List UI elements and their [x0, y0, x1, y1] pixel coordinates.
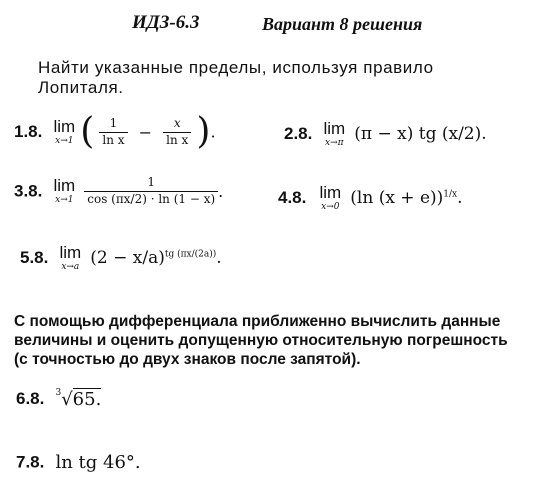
- expression-body: $(2 - x/a)^{tg (\pi x/(2a))}$.: [90, 248, 222, 268]
- problem-number: 4.8.: [278, 188, 307, 207]
- problem-number: 5.8.: [20, 248, 49, 267]
- problem-6: [16, 388, 101, 410]
- left-paren: (: [80, 111, 95, 152]
- expression-body: (ln (x + e))$^{1/x}$.: [350, 188, 463, 208]
- limit-operator: lim x→1: [53, 176, 76, 206]
- fraction: $\frac{1}{\cos (\pi x/2) \cdot \ln (1 - x)}$: [84, 176, 218, 207]
- fraction-1: $\frac{1}{\text{ln x}}$: [99, 117, 127, 148]
- problem-2: [284, 120, 487, 148]
- expression-body: (π − x) tg (x/2).: [354, 124, 487, 144]
- fraction-2: $\frac{x}{\text{ln x}}$: [163, 117, 191, 148]
- limit-operator: lim x→π: [323, 119, 346, 148]
- limit-operator: lim x→0: [319, 183, 342, 212]
- problem-number: 6.8.: [16, 389, 45, 408]
- problem-4: [278, 184, 463, 212]
- problem-3: 3.8. lim x→1 $\frac{1}{\cos (\pi x/2) \cdot \ln (1 - x)}$ .: [14, 175, 224, 206]
- limit-operator: lim x→a: [59, 243, 82, 272]
- task-paragraph: С помощью дифференциала приближенно вычислить данные величины и оценить допущенную относительную погрешность (с точностью до двух знаков после запятой).: [14, 313, 508, 368]
- problem-number: 1.8.: [14, 122, 43, 141]
- problem-number: 3.8.: [14, 181, 43, 201]
- problem-5: [20, 244, 222, 272]
- cube-root: $^3$√65.: [55, 388, 102, 410]
- limit-operator: lim x→1: [53, 117, 76, 146]
- problem-number: 2.8.: [284, 124, 313, 143]
- minus-sign: −: [138, 122, 153, 142]
- expression-body: ln tg 46°.: [55, 452, 141, 473]
- intro-text: Найти указанные пределы, используя правило Лопиталя.: [38, 58, 434, 97]
- doc-title: ИДЗ-6.3: [132, 12, 200, 33]
- problem-1: 1.8. lim x→1 ( $\frac{1}{\text{ln x}}$ − $\frac{x}{\text{ln x}}$ ).: [14, 111, 216, 152]
- variant-label: Вариант 8 решения: [262, 14, 423, 34]
- problem-7: [16, 452, 141, 473]
- right-paren: ): [196, 111, 211, 152]
- problem-number: 7.8.: [16, 452, 45, 472]
